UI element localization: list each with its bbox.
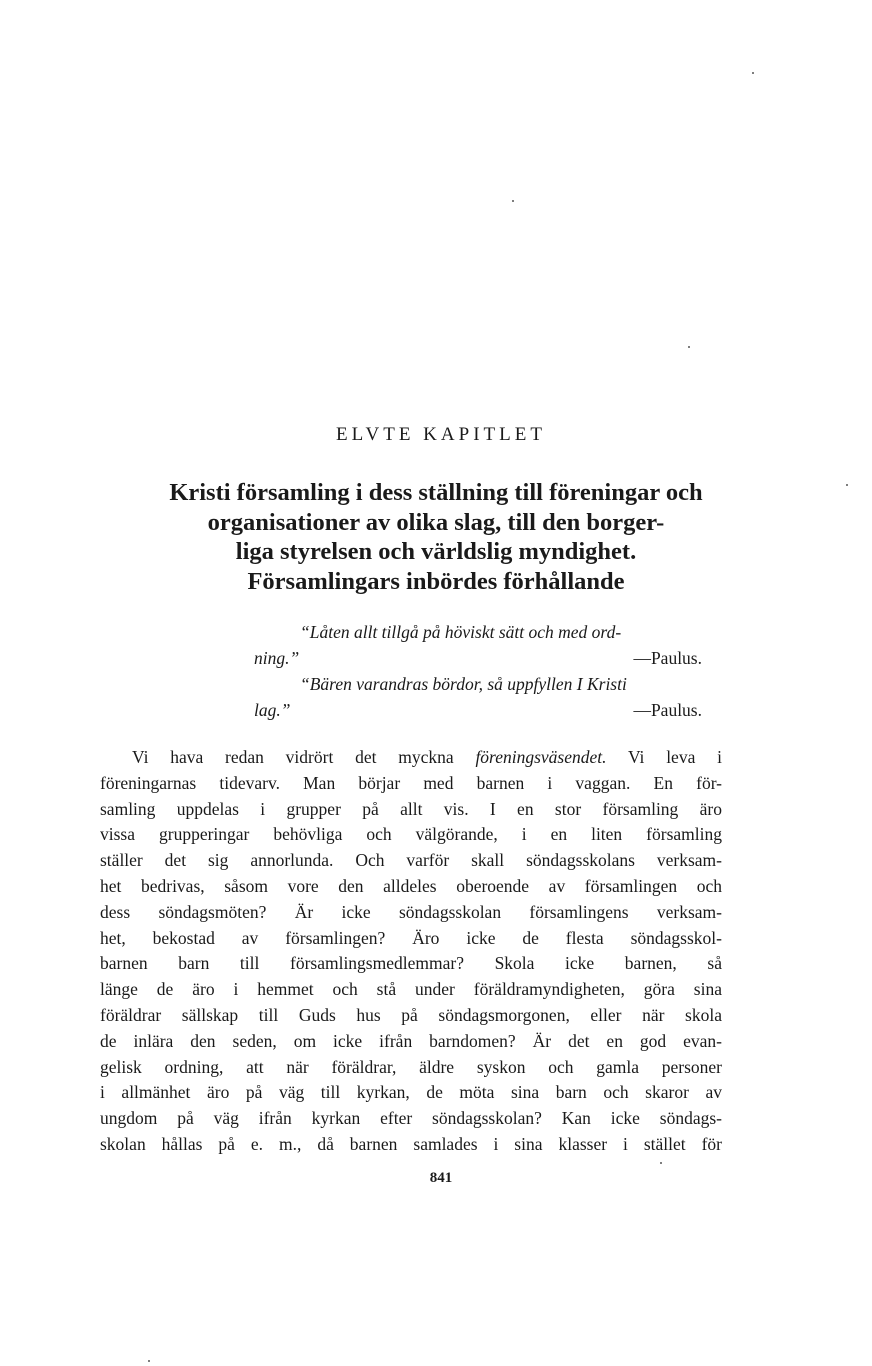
body-line: skolan hållas på e. m., då barnen samlades i sina klasser i stället för (100, 1133, 722, 1154)
scan-speck (512, 200, 514, 202)
chapter-title-line: Kristi församling i dess ställning till föreningar och (169, 479, 703, 506)
body-line: i allmänhet äro på väg till kyrkan, de möta sina barn och skaror av (100, 1082, 722, 1103)
body-line: Vi hava redan vidrört det myckna föreningsväsendet. Vi leva i (132, 747, 722, 767)
epigraph-attribution: —Paulus. (633, 700, 702, 720)
body-line: länge de äro i hemmet och stå under föräldramyndigheten, göra sina (100, 979, 722, 1000)
epigraph-quote-line: ning.” (254, 648, 300, 668)
body-line: het, bekostad av församlingen? Äro icke de flesta söndagsskol- (100, 927, 722, 948)
body-line: föreningarnas tidevarv. Man börjar med barnen i vaggan. En för- (100, 772, 722, 793)
scan-speck (660, 1162, 662, 1164)
chapter-title-line: Församlingars inbördes förhållande (247, 567, 625, 595)
body-line: gelisk ordning, att när föräldrar, äldre syskon och gamla personer (100, 1056, 722, 1077)
body-line: dess söndagsmöten? Är icke söndagsskolan församlingens verksam- (100, 901, 722, 922)
chapter-title-line: organisationer av olika slag, till den borger- (207, 508, 665, 536)
chapter-title-line: liga styrelsen och världslig myndighet. (235, 538, 637, 565)
emphasis: föreningsväsendet. (475, 747, 607, 767)
epigraph (254, 619, 724, 671)
chapter-label: ELVTE KAPITLET (336, 424, 546, 445)
epigraph-attribution: —Paulus. (633, 648, 702, 668)
body-paragraph (100, 745, 722, 1158)
epigraph-quote-line: “Bären varandras bördor, så uppfyllen I Kristi (300, 674, 627, 694)
body-line: de inlära den seden, om icke ifrån barndomen? Är det en god evan- (100, 1030, 722, 1051)
body-line: ungdom på väg ifrån kyrkan efter söndagsskolan? Kan icke söndags- (100, 1108, 722, 1129)
body-line: barnen barn till församlingsmedlemmar? Skola icke barnen, så (100, 953, 722, 974)
scan-speck (752, 72, 754, 74)
body-line: föräldrar sällskap till Guds hus på söndagsmorgonen, eller när skola (100, 1004, 722, 1025)
body-line: ställer det sig annorlunda. Och varför skall söndagsskolans verksam- (100, 850, 722, 871)
epigraphs (254, 619, 724, 723)
epigraph-quote-line: lag.” (254, 700, 291, 720)
body-line: samling uppdelas i grupper på allt vis. I en stor församling äro (100, 798, 722, 819)
scan-speck (846, 484, 848, 486)
body-line: vissa grupperingar behövliga och välgörande, i en liten församling (100, 824, 722, 845)
scan-speck (148, 1360, 150, 1362)
scan-speck (688, 346, 690, 348)
chapter-title (80, 478, 792, 596)
epigraph-quote-line: “Låten allt tillgå på höviskt sätt och med ord- (300, 622, 622, 642)
page-number: 841 (429, 1170, 453, 1186)
body-line: het bedrivas, såsom vore den alldeles oberoende av församlingen och (100, 875, 722, 896)
epigraph (254, 671, 724, 723)
